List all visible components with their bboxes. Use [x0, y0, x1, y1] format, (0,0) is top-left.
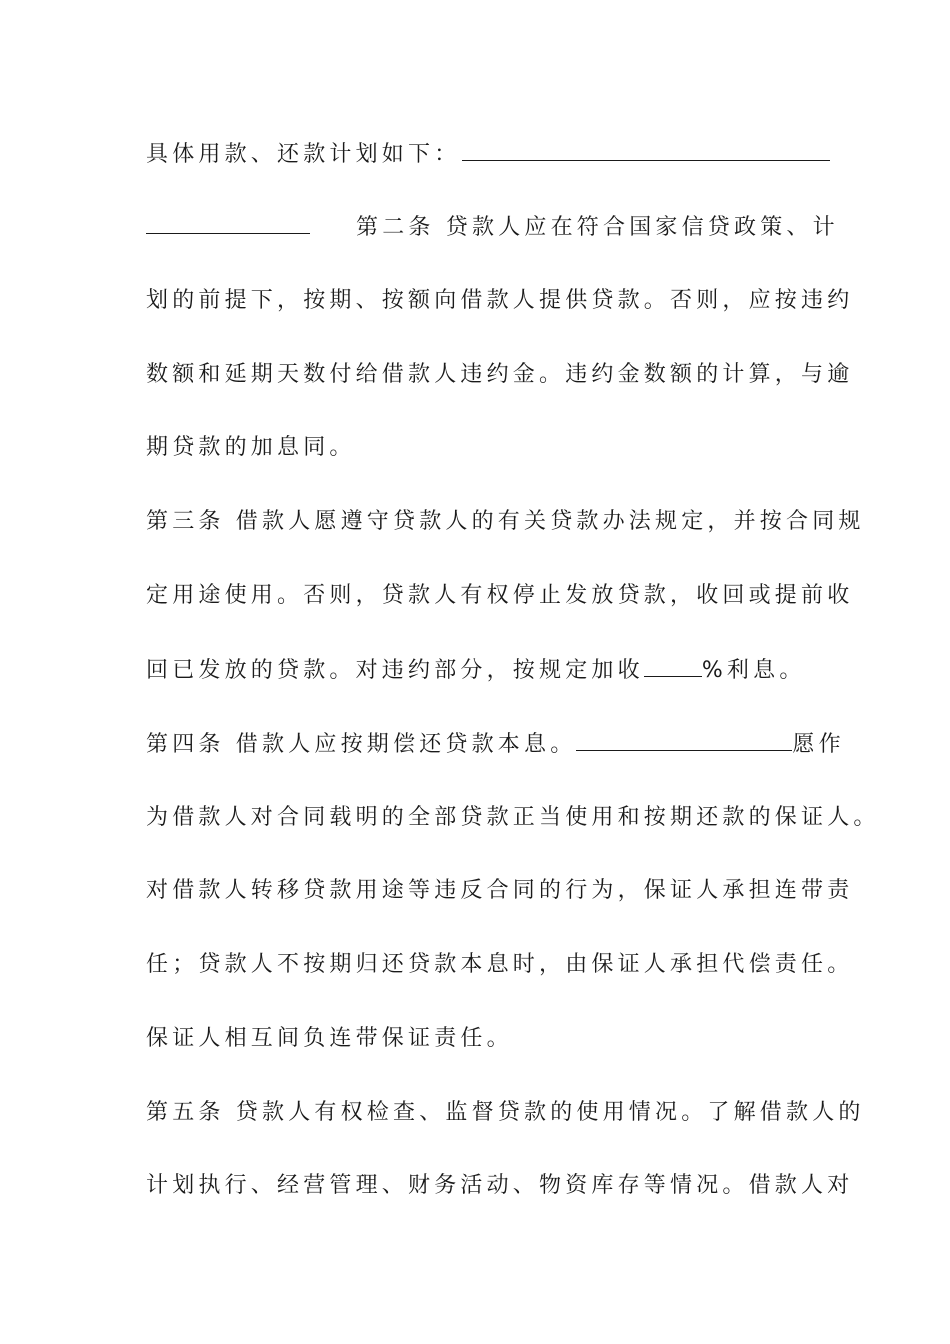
text-line: 保证人相互间负连带保证责任。 [146, 1026, 513, 1051]
text-segment: %利息。 [701, 658, 806, 683]
text-segment: 具体用款、还款计划如下： [146, 142, 461, 167]
text-line: 数额和延期天数付给借款人违约金。违约金数额的计算，与逾 [146, 362, 854, 387]
fill-blank [644, 650, 702, 677]
fill-blank [462, 134, 830, 161]
article-2-heading: 第二条 贷款人应在符合国家信贷政策、计 [356, 215, 839, 240]
text-line [146, 650, 806, 690]
fill-blank [146, 207, 310, 234]
text-line [146, 207, 839, 247]
text-line: 任；贷款人不按期归还贷款本息时，由保证人承担代偿责任。 [146, 952, 854, 977]
fill-blank [576, 724, 792, 751]
text-segment: 愿作 [792, 732, 845, 757]
article-5-heading: 第五条 贷款人有权检查、监督贷款的使用情况。了解借款人的 [146, 1100, 865, 1125]
text-line: 计划执行、经营管理、财务活动、物资库存等情况。借款人对 [146, 1173, 854, 1198]
text-line [146, 134, 830, 174]
text-line: 为借款人对合同载明的全部贷款正当使用和按期还款的保证人。 [146, 805, 880, 830]
text-segment: 第四条 借款人应按期偿还贷款本息。 [146, 732, 577, 757]
text-segment: 回已发放的贷款。对违约部分，按规定加收 [146, 658, 644, 683]
text-line: 划的前提下，按期、按额向借款人提供贷款。否则，应按违约 [146, 288, 854, 313]
article-3-heading: 第三条 借款人愿遵守贷款人的有关贷款办法规定，并按合同规 [146, 509, 865, 534]
text-line: 定用途使用。否则，贷款人有权停止发放贷款，收回或提前收 [146, 583, 854, 608]
article-4-heading [146, 724, 845, 764]
text-line: 期贷款的加息同。 [146, 435, 356, 460]
text-line: 对借款人转移贷款用途等违反合同的行为，保证人承担连带责 [146, 878, 854, 903]
